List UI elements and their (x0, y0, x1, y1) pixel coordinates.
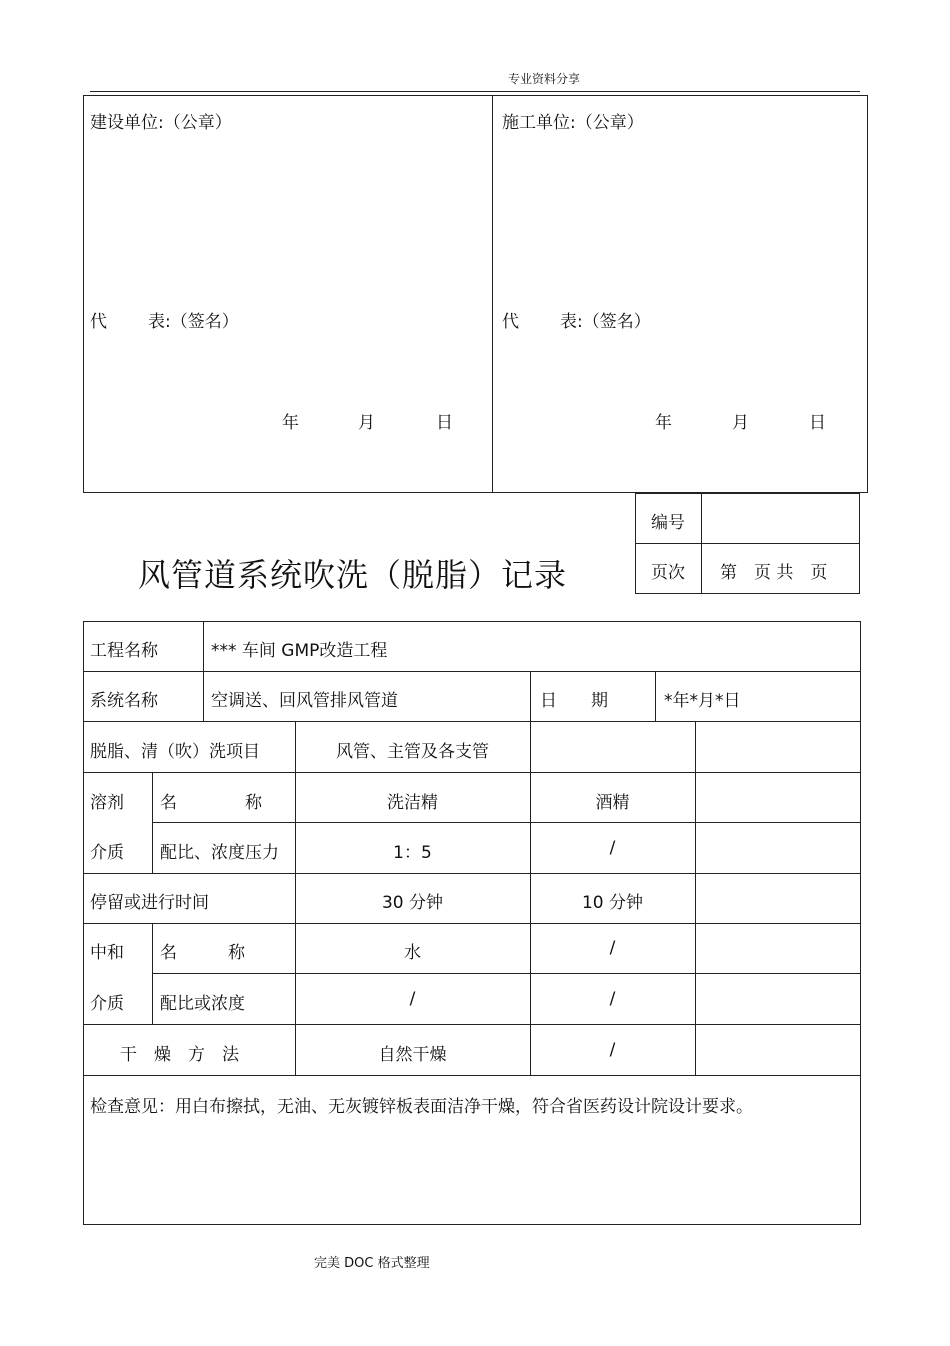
owner-rep-label-b: 表:（签名） (148, 312, 239, 332)
inspection-opinion: 检查意见：用白布擦拭，无油、无灰镀锌板表面洁净干燥，符合省医药设计院设计要求。 (90, 1097, 753, 1117)
number-label: 编号 (651, 513, 685, 533)
project-label: 工程名称 (90, 641, 158, 661)
owner-month: 月 (358, 413, 375, 433)
neutral-name-2: / (609, 938, 616, 958)
neutral-name-1: 水 (404, 943, 421, 963)
signature-block (83, 95, 868, 493)
time-label: 停留或进行时间 (90, 893, 209, 913)
contractor-day: 日 (809, 413, 826, 433)
document-title: 风管道系统吹洗（脱脂）记录 (138, 556, 568, 594)
page-value: 第 页 共 页 (720, 563, 828, 583)
owner-year: 年 (282, 413, 299, 433)
row-line (83, 1024, 861, 1025)
system-value: 空调送、回风管排风管道 (211, 691, 398, 711)
contractor-year: 年 (655, 413, 672, 433)
page-header: 专业资料分享 (508, 72, 581, 86)
col-line (152, 772, 153, 873)
contractor-rep-label-a: 代 (502, 312, 519, 332)
neutral-ratio-label: 配比或浓度 (160, 994, 245, 1014)
solvent-label-b: 介质 (90, 843, 124, 863)
dry-label: 干 燥 方 法 (120, 1045, 239, 1065)
col-line (695, 721, 696, 1075)
dry-2: / (609, 1040, 616, 1060)
neutral-name-label: 名 称 (160, 943, 245, 963)
row-line (83, 873, 861, 874)
solvent-label-a: 溶剂 (90, 793, 124, 813)
meta-row-divider (635, 543, 860, 544)
row-line (83, 671, 861, 672)
col-line (655, 671, 656, 721)
time-1: 30 分钟 (381, 893, 444, 913)
time-2: 10 分钟 (581, 893, 644, 913)
contractor-month: 月 (732, 413, 749, 433)
signature-divider (492, 95, 493, 493)
dry-1: 自然干燥 (378, 1045, 447, 1065)
item-col1: 风管、主管及各支管 (336, 742, 489, 762)
neutral-ratio-2: / (609, 989, 616, 1009)
owner-rep-label-a: 代 (90, 312, 107, 332)
solvent-name-2: 酒精 (595, 793, 630, 813)
row-line (152, 973, 861, 974)
contractor-rep-label-b: 表:（签名） (560, 312, 651, 332)
item-label: 脱脂、清（吹）洗项目 (90, 742, 260, 762)
col-line (530, 671, 531, 1075)
row-line (83, 721, 861, 722)
neutral-label-a: 中和 (90, 943, 124, 963)
solvent-ratio-label: 配比、浓度压力 (160, 843, 279, 863)
owner-unit-label: 建设单位:（公章） (90, 113, 232, 133)
row-line (152, 822, 861, 823)
date-value: *年*月*日 (664, 691, 741, 711)
project-value: *** 车间 GMP改造工程 (211, 641, 388, 661)
system-label: 系统名称 (90, 691, 158, 711)
neutral-ratio-1: / (409, 989, 416, 1009)
owner-day: 日 (436, 413, 453, 433)
row-line (83, 923, 861, 924)
contractor-unit-label: 施工单位:（公章） (502, 113, 644, 133)
page-footer: 完美 DOC 格式整理 (314, 1256, 430, 1271)
page-label: 页次 (651, 563, 685, 583)
row-line (83, 1075, 861, 1076)
meta-col-divider (701, 493, 702, 594)
date-label: 日 期 (540, 691, 608, 711)
col-line (152, 923, 153, 1024)
col-line (203, 621, 204, 721)
row-line (83, 772, 861, 773)
solvent-ratio-1: 1：5 (393, 843, 432, 863)
solvent-name-label: 名 称 (160, 793, 262, 813)
header-rule (90, 91, 860, 92)
neutral-label-b: 介质 (90, 994, 124, 1014)
solvent-name-1: 洗洁精 (387, 793, 438, 813)
solvent-ratio-2: / (609, 838, 616, 858)
